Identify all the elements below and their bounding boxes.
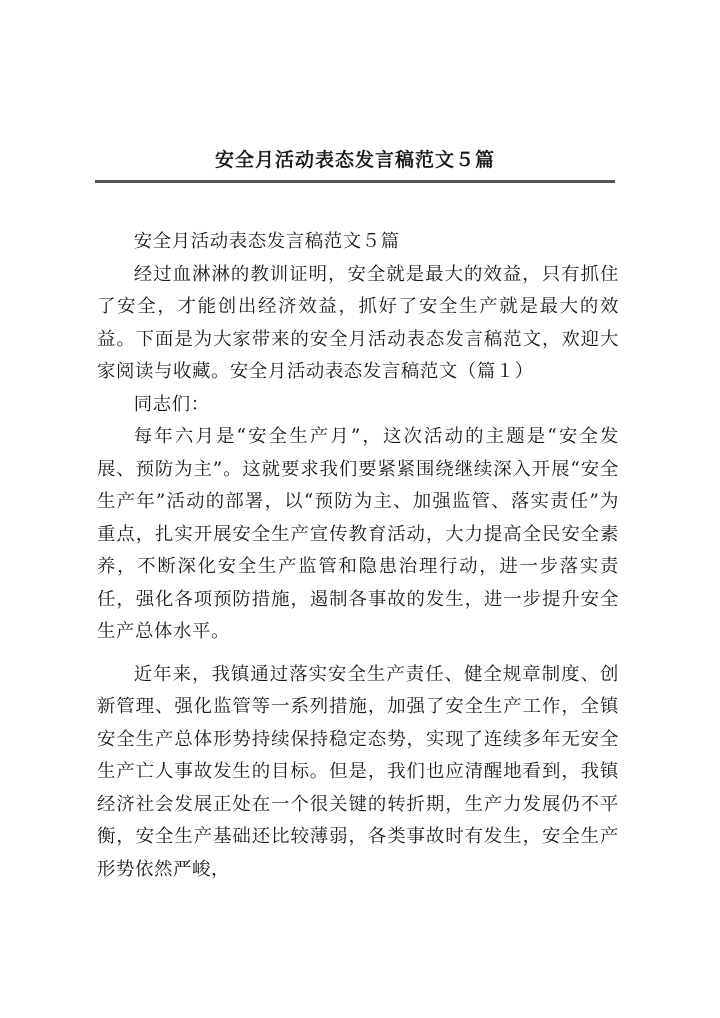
paragraph-heading: 安全月活动表态发言稿范文５篇 — [133, 231, 400, 252]
paragraph-body-2: 近年来，我镇通过落实安全生产责任、健全规章制度、创新管理、强化监管等一系列措施，加强了安全生产工作，全镇安全生产总体形势持续保持稳定态势，实现了连续多年无安全生产亡人事故发生的目标。但是，我们也应清醒地看到，我镇经济社会发展正处在一个很关键的转折期，生产力发展仍不平衡，安全生产基础还比较薄弱，各类事故时有发生，安全生产形势依然严峻， — [97, 663, 619, 880]
paragraph-salutation: 同志们： — [133, 393, 210, 415]
document-body — [97, 226, 619, 886]
document-title: 安全月活动表态发言稿范文５篇 — [214, 149, 495, 171]
title-divider — [95, 180, 615, 183]
paragraph-body-1: 每年六月是“安全生产月”，这次活动的主题是“安全发展、预防为主”。这就要求我们要紧紧围绕继续深入开展“安全生产年”活动的部署，以“预防为主、加强监管、落实责任”为重点，扎实开展安全生产宣传教育活动，大力提高全民安全素养，不断深化安全生产监管和隐患治理行动，进一步落实责任，强化各项预防措施，遏制各事故的发生，进一步提升安全生产总体水平。 — [97, 426, 619, 642]
paragraph-intro: 经过血淋淋的教训证明，安全就是最大的效益，只有抓住了安全，才能创出经济效益，抓好了安全生产就是最大的效益。下面是为大家带来的安全月活动表态发言稿范文，欢迎大家阅读与收藏。安全月活动表态发言稿范文（篇１） — [97, 263, 619, 382]
